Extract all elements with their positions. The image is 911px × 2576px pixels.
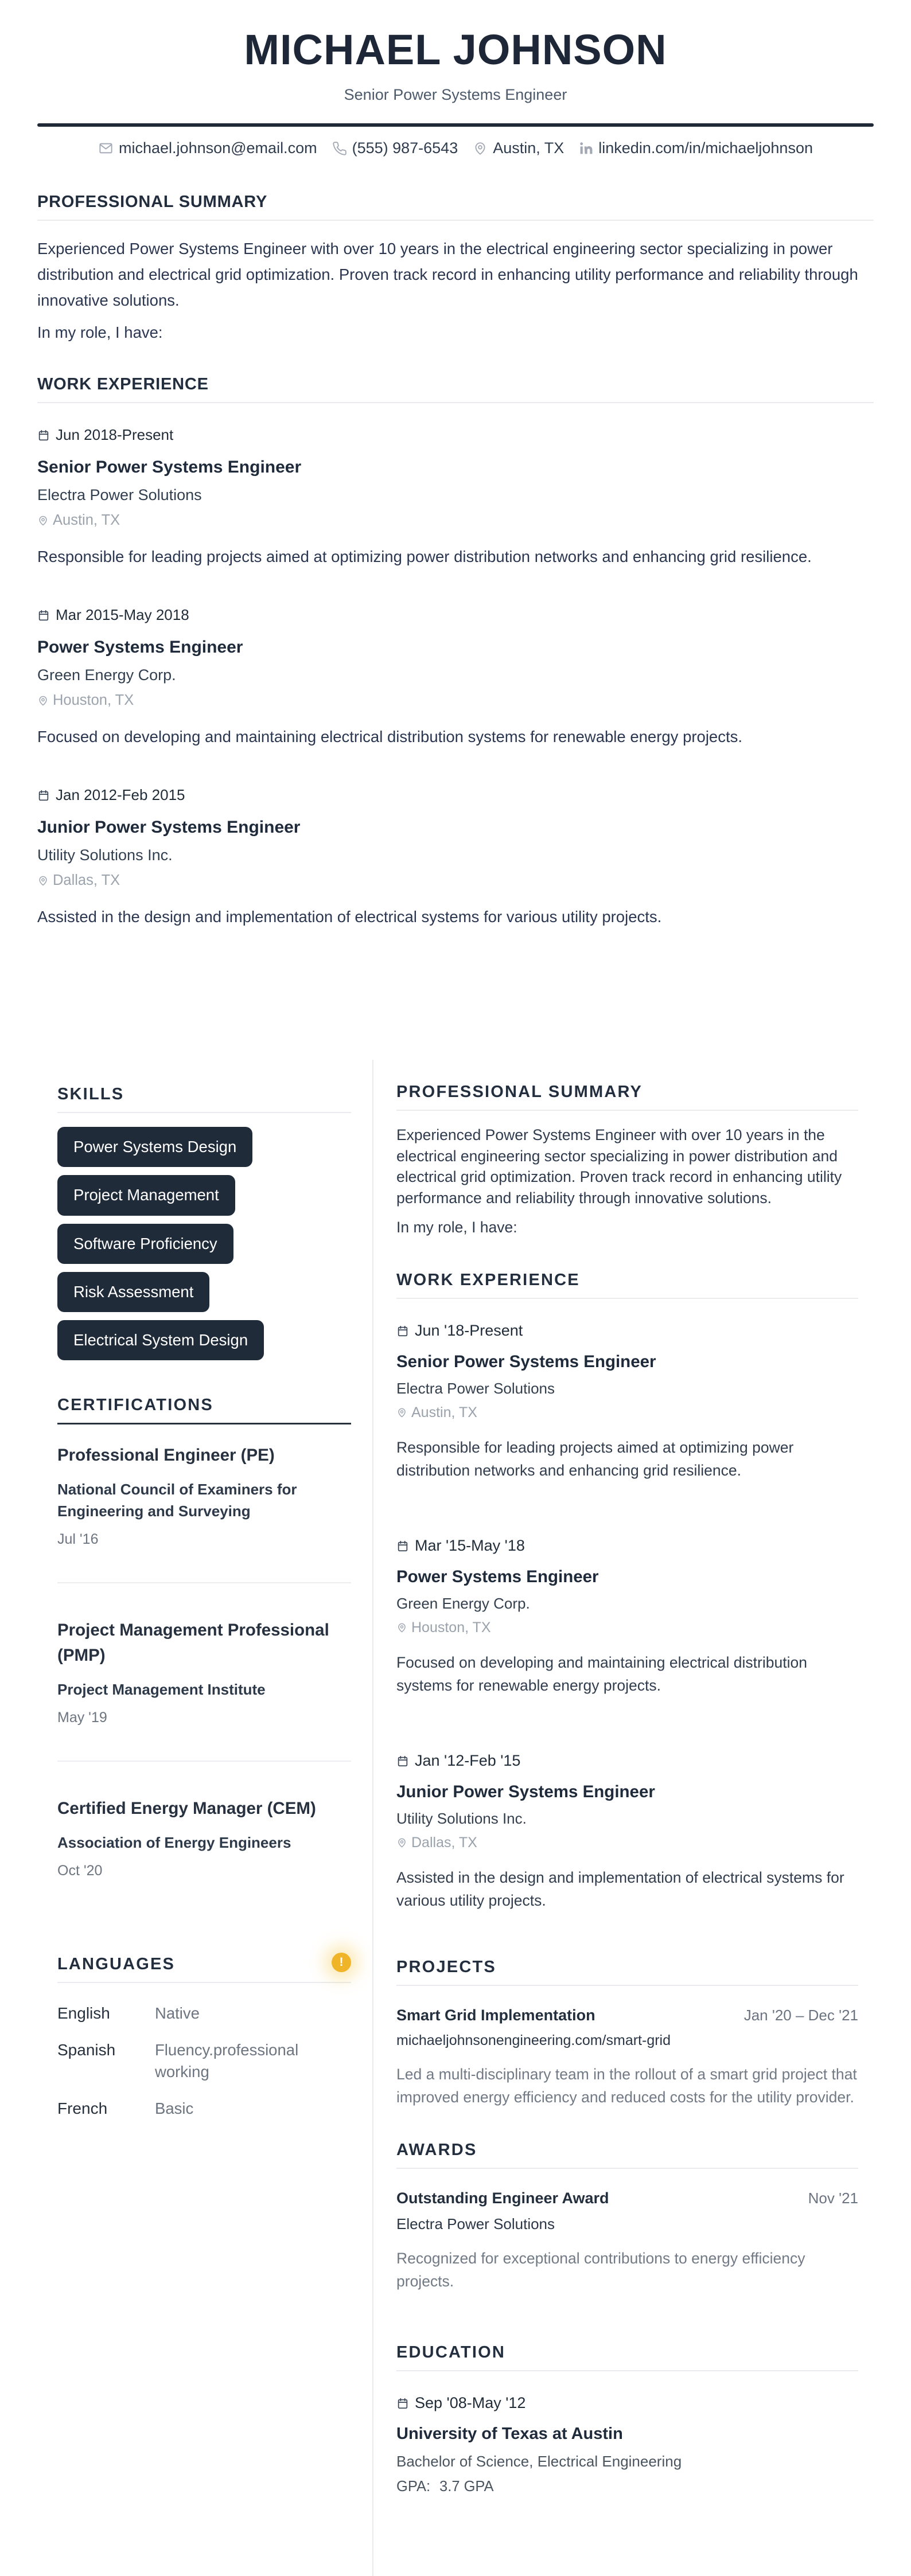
language-row xyxy=(57,2098,351,2120)
education-date: Sep '08-May '12 xyxy=(415,2394,526,2411)
contact-email[interactable] xyxy=(98,139,317,157)
contact-phone-text: (555) 987-6543 xyxy=(352,139,458,157)
award-item xyxy=(396,2189,858,2293)
entry-date: Jun 2018-Present xyxy=(56,426,174,443)
preview-left-column xyxy=(0,1060,372,2576)
award-date: Nov '21 xyxy=(808,2189,858,2207)
awards-heading: AWARDS xyxy=(396,2141,477,2159)
entry-location xyxy=(37,872,874,889)
section-divider xyxy=(37,220,874,221)
education-heading: EDUCATION xyxy=(396,2343,506,2362)
entry-date: Mar 2015-May 2018 xyxy=(56,606,189,623)
entry-company: Electra Power Solutions xyxy=(37,486,202,504)
summary-paragraph: Experienced Power Systems Engineer with over 10 years in the electrical engineering sector specializing in power distribution and electrical grid optimization. Proven track record in enhancing utility performance and reliability through innovative solutions. xyxy=(37,240,858,309)
contact-linkedin[interactable] xyxy=(579,139,813,157)
item-divider xyxy=(57,1582,351,1583)
project-url[interactable]: michaeljohnsonengineering.com/smart-grid xyxy=(396,2032,671,2048)
award-title: Outstanding Engineer Award xyxy=(396,2189,609,2207)
work-experience-heading: WORK EXPERIENCE xyxy=(37,375,209,393)
entry-date: Jun '18-Present xyxy=(415,1322,523,1339)
calendar-icon xyxy=(37,429,50,442)
section-divider xyxy=(57,1112,351,1113)
entry-date-row xyxy=(37,606,874,624)
calendar-icon xyxy=(37,609,50,622)
certification-item xyxy=(57,1618,351,1726)
entry-date-row xyxy=(37,786,874,804)
certifications-heading: CERTIFICATIONS xyxy=(57,1396,213,1415)
entry-location xyxy=(37,512,874,529)
certification-title: Project Management Professional (PMP) xyxy=(57,1621,329,1665)
entry-location-text: Houston, TX xyxy=(53,692,134,708)
skills-heading: SKILLS xyxy=(57,1085,124,1103)
location-pin-icon xyxy=(37,695,49,707)
contact-row xyxy=(37,139,874,157)
entry-title: Power Systems Engineer xyxy=(37,638,243,657)
entry-description: Responsible for leading projects aimed at optimizing power distribution networks and enhancing grid resilience. xyxy=(396,1439,794,1479)
contact-linkedin-text: linkedin.com/in/michaeljohnson xyxy=(598,139,813,157)
education-entry xyxy=(396,2394,858,2495)
education-gpa-row xyxy=(396,2479,858,2495)
skill-badge: Risk Assessment xyxy=(57,1272,209,1312)
entry-location-text: Austin, TX xyxy=(411,1404,477,1420)
certification-item xyxy=(57,1443,351,1548)
project-title-row xyxy=(396,2007,858,2024)
section-divider xyxy=(396,2370,858,2371)
work-experience-heading: WORK EXPERIENCE xyxy=(396,1271,580,1289)
person-name: MICHAEL JOHNSON xyxy=(244,26,667,73)
mail-icon xyxy=(98,140,114,156)
location-pin-icon xyxy=(473,141,488,156)
location-pin-icon xyxy=(396,1407,407,1418)
language-level: Basic xyxy=(155,2099,194,2118)
languages-list xyxy=(57,2003,351,2120)
section-divider xyxy=(396,2168,858,2169)
languages-heading-row xyxy=(57,1955,351,1974)
calendar-icon xyxy=(37,789,50,802)
summary-paragraph: Experienced Power Systems Engineer with over 10 years in the electrical engineering sector specializing in power distribution and electrical grid optimization. Proven track record in enhancing utility performance and reliability through innovative solutions. xyxy=(396,1126,842,1207)
header-divider xyxy=(37,123,874,127)
entry-date: Jan 2012-Feb 2015 xyxy=(56,786,185,803)
certification-date: Oct '20 xyxy=(57,1863,103,1879)
entry-title: Junior Power Systems Engineer xyxy=(37,818,301,837)
certification-issuer: National Council of Examiners for Engineering and Surveying xyxy=(57,1481,297,1520)
person-job-title: Senior Power Systems Engineer xyxy=(344,86,567,103)
entry-title: Senior Power Systems Engineer xyxy=(37,458,302,477)
project-description: Led a multi-disciplinary team in the rollout of a smart grid project that improved energy efficiency and reduced costs for the utility provider. xyxy=(396,2066,857,2106)
certification-item xyxy=(57,1796,351,1879)
section-divider xyxy=(37,402,874,403)
language-row xyxy=(57,2003,351,2024)
gpa-value: 3.7 GPA xyxy=(439,2479,494,2495)
linkedin-icon xyxy=(579,141,593,155)
experience-entry xyxy=(37,786,874,930)
experience-entry xyxy=(396,1322,858,1482)
project-item xyxy=(396,2007,858,2109)
entry-location xyxy=(37,692,874,709)
education-school: University of Texas at Austin xyxy=(396,2425,623,2443)
language-name: English xyxy=(57,2004,110,2023)
skill-badge: Power Systems Design xyxy=(57,1127,252,1167)
entry-company: Electra Power Solutions xyxy=(396,1380,555,1397)
contact-location-text: Austin, TX xyxy=(493,139,564,157)
summary-heading: PROFESSIONAL SUMMARY xyxy=(396,1083,643,1101)
location-pin-icon xyxy=(37,515,49,526)
contact-phone xyxy=(332,139,458,157)
certification-date: Jul '16 xyxy=(57,1531,99,1548)
language-level: Native xyxy=(155,2004,200,2023)
entry-description: Focused on developing and maintaining electrical distribution systems for renewable energy projects. xyxy=(396,1654,807,1694)
entry-title: Power Systems Engineer xyxy=(396,1567,599,1586)
language-level: Fluency.professional working xyxy=(155,2041,299,2081)
entry-title: Senior Power Systems Engineer xyxy=(396,1352,656,1371)
entry-date-row xyxy=(396,2394,858,2412)
location-pin-icon xyxy=(396,1837,407,1848)
calendar-icon xyxy=(396,2397,409,2410)
section-divider xyxy=(396,1985,858,1986)
calendar-icon xyxy=(396,1755,409,1767)
entry-company: Green Energy Corp. xyxy=(396,1595,530,1612)
experience-entry xyxy=(37,426,874,569)
entry-description: Responsible for leading projects aimed at optimizing power distribution networks and enhancing grid resilience. xyxy=(37,548,812,565)
award-description: Recognized for exceptional contributions to energy efficiency projects. xyxy=(396,2250,805,2290)
entry-location-text: Dallas, TX xyxy=(53,872,120,888)
entry-description: Focused on developing and maintaining electrical distribution systems for renewable energy projects. xyxy=(37,728,743,746)
award-title-row xyxy=(396,2189,858,2207)
entry-description: Assisted in the design and implementation of electrical systems for various utility projects. xyxy=(396,1869,844,1909)
certification-title: Professional Engineer (PE) xyxy=(57,1446,275,1465)
contact-email-text: michael.johnson@email.com xyxy=(119,139,317,157)
summary-note: In my role, I have: xyxy=(37,323,163,341)
resume-document xyxy=(0,0,911,1060)
entry-date-row xyxy=(396,1537,858,1555)
summary-note: In my role, I have: xyxy=(396,1219,517,1236)
skill-badge: Software Proficiency xyxy=(57,1224,233,1264)
certification-title: Certified Energy Manager (CEM) xyxy=(57,1799,316,1818)
entry-date-row xyxy=(396,1752,858,1770)
languages-heading: LANGUAGES xyxy=(57,1955,176,1974)
location-pin-icon xyxy=(37,875,49,887)
entry-location xyxy=(396,1835,858,1851)
gpa-label: GPA: xyxy=(396,2479,431,2495)
entry-company: Green Energy Corp. xyxy=(37,666,176,684)
entry-location-text: Dallas, TX xyxy=(411,1835,477,1851)
skill-badge: Electrical System Design xyxy=(57,1320,264,1360)
entry-date: Mar '15-May '18 xyxy=(415,1537,525,1554)
entry-date: Jan '12-Feb '15 xyxy=(415,1752,521,1769)
projects-heading: PROJECTS xyxy=(396,1958,496,1976)
certification-issuer: Association of Energy Engineers xyxy=(57,1834,291,1852)
entry-title: Junior Power Systems Engineer xyxy=(396,1782,655,1801)
skills-badge-list xyxy=(57,1127,351,1360)
language-name: Spanish xyxy=(57,2041,116,2059)
entry-date-row xyxy=(396,1322,858,1340)
experience-entry xyxy=(396,1537,858,1697)
summary-heading: PROFESSIONAL SUMMARY xyxy=(37,193,268,211)
phone-icon xyxy=(332,141,347,156)
location-pin-icon xyxy=(396,1622,407,1633)
language-row xyxy=(57,2039,351,2083)
entry-company: Utility Solutions Inc. xyxy=(37,846,173,864)
certification-issuer: Project Management Institute xyxy=(57,1681,266,1699)
entry-description: Assisted in the design and implementation of electrical systems for various utility projects. xyxy=(37,908,662,926)
contact-location xyxy=(473,139,564,157)
item-divider xyxy=(57,1761,351,1762)
entry-location-text: Houston, TX xyxy=(411,1619,491,1636)
section-divider xyxy=(396,1110,858,1111)
calendar-icon xyxy=(396,1540,409,1552)
section-divider xyxy=(57,1982,351,1983)
entry-company: Utility Solutions Inc. xyxy=(396,1810,527,1827)
alert-icon[interactable]: ! xyxy=(332,1953,351,1972)
certifications-divider xyxy=(57,1423,351,1424)
skill-badge: Project Management xyxy=(57,1175,235,1215)
project-date: Jan '20 – Dec '21 xyxy=(743,2007,858,2024)
experience-entry xyxy=(37,606,874,750)
section-divider xyxy=(396,1298,858,1299)
project-title: Smart Grid Implementation xyxy=(396,2007,595,2024)
entry-date-row xyxy=(37,426,874,444)
resume-preview xyxy=(0,1060,911,2576)
experience-entry xyxy=(396,1752,858,1912)
certification-date: May '19 xyxy=(57,1709,107,1726)
language-name: French xyxy=(57,2099,108,2118)
award-organization: Electra Power Solutions xyxy=(396,2215,555,2232)
entry-location-text: Austin, TX xyxy=(53,512,120,528)
education-degree: Bachelor of Science, Electrical Engineering xyxy=(396,2453,682,2470)
entry-location xyxy=(396,1404,858,1421)
entry-location xyxy=(396,1619,858,1636)
calendar-icon xyxy=(396,1325,409,1337)
preview-right-column xyxy=(372,1060,911,2576)
